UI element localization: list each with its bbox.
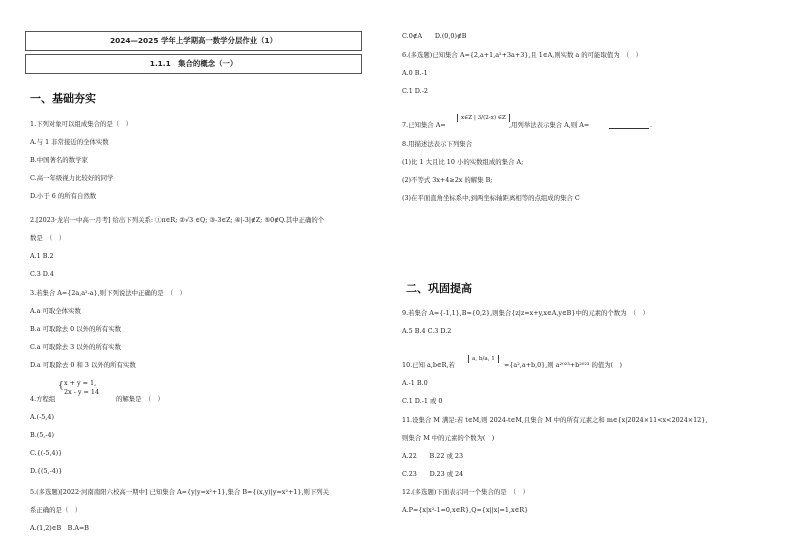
q6-options-2: C.1 D.-2 [402, 87, 428, 95]
q9-options: A.5 B.4 C.3 D.2 [402, 327, 452, 335]
q10-options-1: A.-1 B.0 [402, 379, 428, 387]
q1-option-d: D.小于 6 的所有自然数 [30, 192, 97, 200]
q3-option-d: D.a 可取除去 0 和 3 以外的所有实数 [30, 361, 136, 369]
q5-options-2: C.0∉A D.(0,0)∉B [402, 32, 467, 40]
subtitle-box [25, 54, 362, 74]
q3-stem: 3.若集合 A={2a,a²-a},则下列说法中正确的是 （ ） [30, 289, 186, 297]
q11-stem-line2: 则集合 M 中的元素的个数为( ) [402, 434, 495, 442]
q8-stem: 8.用描述法表示下列集合 [402, 140, 473, 148]
q1-option-c: C.高一年级视力比较好的同学 [30, 174, 114, 182]
section-heading-basic: 一、基础夯实 [30, 92, 96, 105]
q1-option-a: A.与 1 非常接近的全体实数 [30, 138, 109, 146]
q7-answer-blank [609, 122, 649, 129]
section-heading-improve: 二、巩固提高 [406, 282, 472, 295]
q3-option-a: A.a 可取全体实数 [30, 307, 81, 315]
q6-options-1: A.0 B.-1 [402, 69, 428, 77]
q7-stem-a: 7.已知集合 A= [402, 121, 446, 129]
q9-stem: 9.若集合 A={-1,1},B={0,2},则集合{z|z=x+y,x∈A,y∈B}中的元素的个数为 （ ） [402, 309, 649, 317]
q4-stem-tail: 的解集是 （ ） [116, 395, 164, 403]
q2-options-1: A.1 B.2 [30, 252, 54, 260]
q10-stem-a: 10.已知 a,b∈R,若 [402, 361, 455, 369]
q3-option-c: C.a 可取除去 3 以外的所有实数 [30, 343, 121, 351]
q10-options-2: C.1 D.-1 或 0 [402, 397, 443, 405]
q4-option-b: B.(5,-4) [30, 431, 55, 439]
q1-stem: 1.下列对象可以组成集合的是（ ） [30, 120, 132, 128]
worksheet-title: 2024—2025 学年上学期高一数学分层作业（1） [109, 36, 278, 45]
lesson-title: 1.1.1 集合的概念（一） [149, 59, 238, 68]
q5-stem-line1: 5.(多选题)[2022·河南南阳六校高一期中] 已知集合 A={y|y=x²+1},集合 B={(x,y)|y=x²+1},则下列关 [30, 488, 330, 496]
q1-option-b: B.中国著名的数学家 [30, 156, 88, 164]
q3-option-b: B.a 可取除去 0 以外的所有实数 [30, 325, 121, 333]
q11-stem-line1: 11.设集合 M 满足:若 t∈M,则 2024-t∈M,且集合 M 中的所有元素之和 m∈{x|2024×11<x<2024×12}, [402, 416, 708, 424]
q12-stem: 12.(多选题)下面表示同一个集合的是 （ ） [402, 488, 529, 496]
q7-set-builder: x∈Z | 3/(2-x) ∈Z [457, 114, 510, 122]
q8-part-2: (2)不等式 3x+4≥2x 的解集 B; [402, 176, 493, 184]
q12-option-a: A.P={x|x²-1=0,x∈R},Q={x||x|=1,x∈R} [402, 506, 529, 514]
q8-part-1: (1)比 1 大且比 10 小的实数组成的集合 A; [402, 158, 524, 166]
q4-option-d: D.{(5,-4)} [30, 467, 63, 475]
q6-stem: 6.(多选题)已知集合 A={2,a+1,a²+3a+3},且 1∈A,则实数 a 的可能取值为 （ ） [402, 51, 642, 59]
q4-option-c: C.{(-5,4)} [30, 449, 63, 457]
q5-options-1: A.(1,2)∈B B.A=B [30, 524, 90, 532]
q4-option-a: A.(-5,4) [30, 413, 54, 421]
q2-stem-line1: 2.[2023·龙岩一中高一月考] 给出下列关系: ①π∈R; ②√3 ∈Q; ③-3∈Z; ④|-3|∉Z; ⑤0∉Q.其中正确的个 [30, 216, 325, 224]
q2-options-2: C.3 D.4 [30, 270, 54, 278]
q8-part-3: (3)在平面直角坐标系中,到两坐标轴距离相等的点组成的集合 C [402, 194, 580, 202]
q4-brace: { [58, 381, 64, 391]
q10-stem-b: ={a²,a+b,0},则 a²⁰²³+b²⁰²³ 的值为( ) [504, 361, 623, 369]
q2-stem-line2: 数是 （ ） [30, 234, 66, 242]
title-box [25, 31, 362, 51]
q11-options-2: C.23 D.23 或 24 [402, 470, 464, 478]
q11-options-1: A.22 B.22 或 23 [402, 452, 464, 460]
q4-equation-1: x + y = 1, [64, 379, 97, 387]
q7-stem-end: . [650, 121, 653, 129]
q4-stem: 4.方程组 [30, 395, 56, 403]
q7-stem-b: ,用列举法表示集合 A,则 A= [509, 121, 590, 129]
q5-stem-line2: 系正确的是（ ） [30, 506, 82, 514]
q4-equation-2: 2x - y = 14 [64, 388, 100, 396]
q10-set: a, b/a, 1 [468, 355, 499, 363]
